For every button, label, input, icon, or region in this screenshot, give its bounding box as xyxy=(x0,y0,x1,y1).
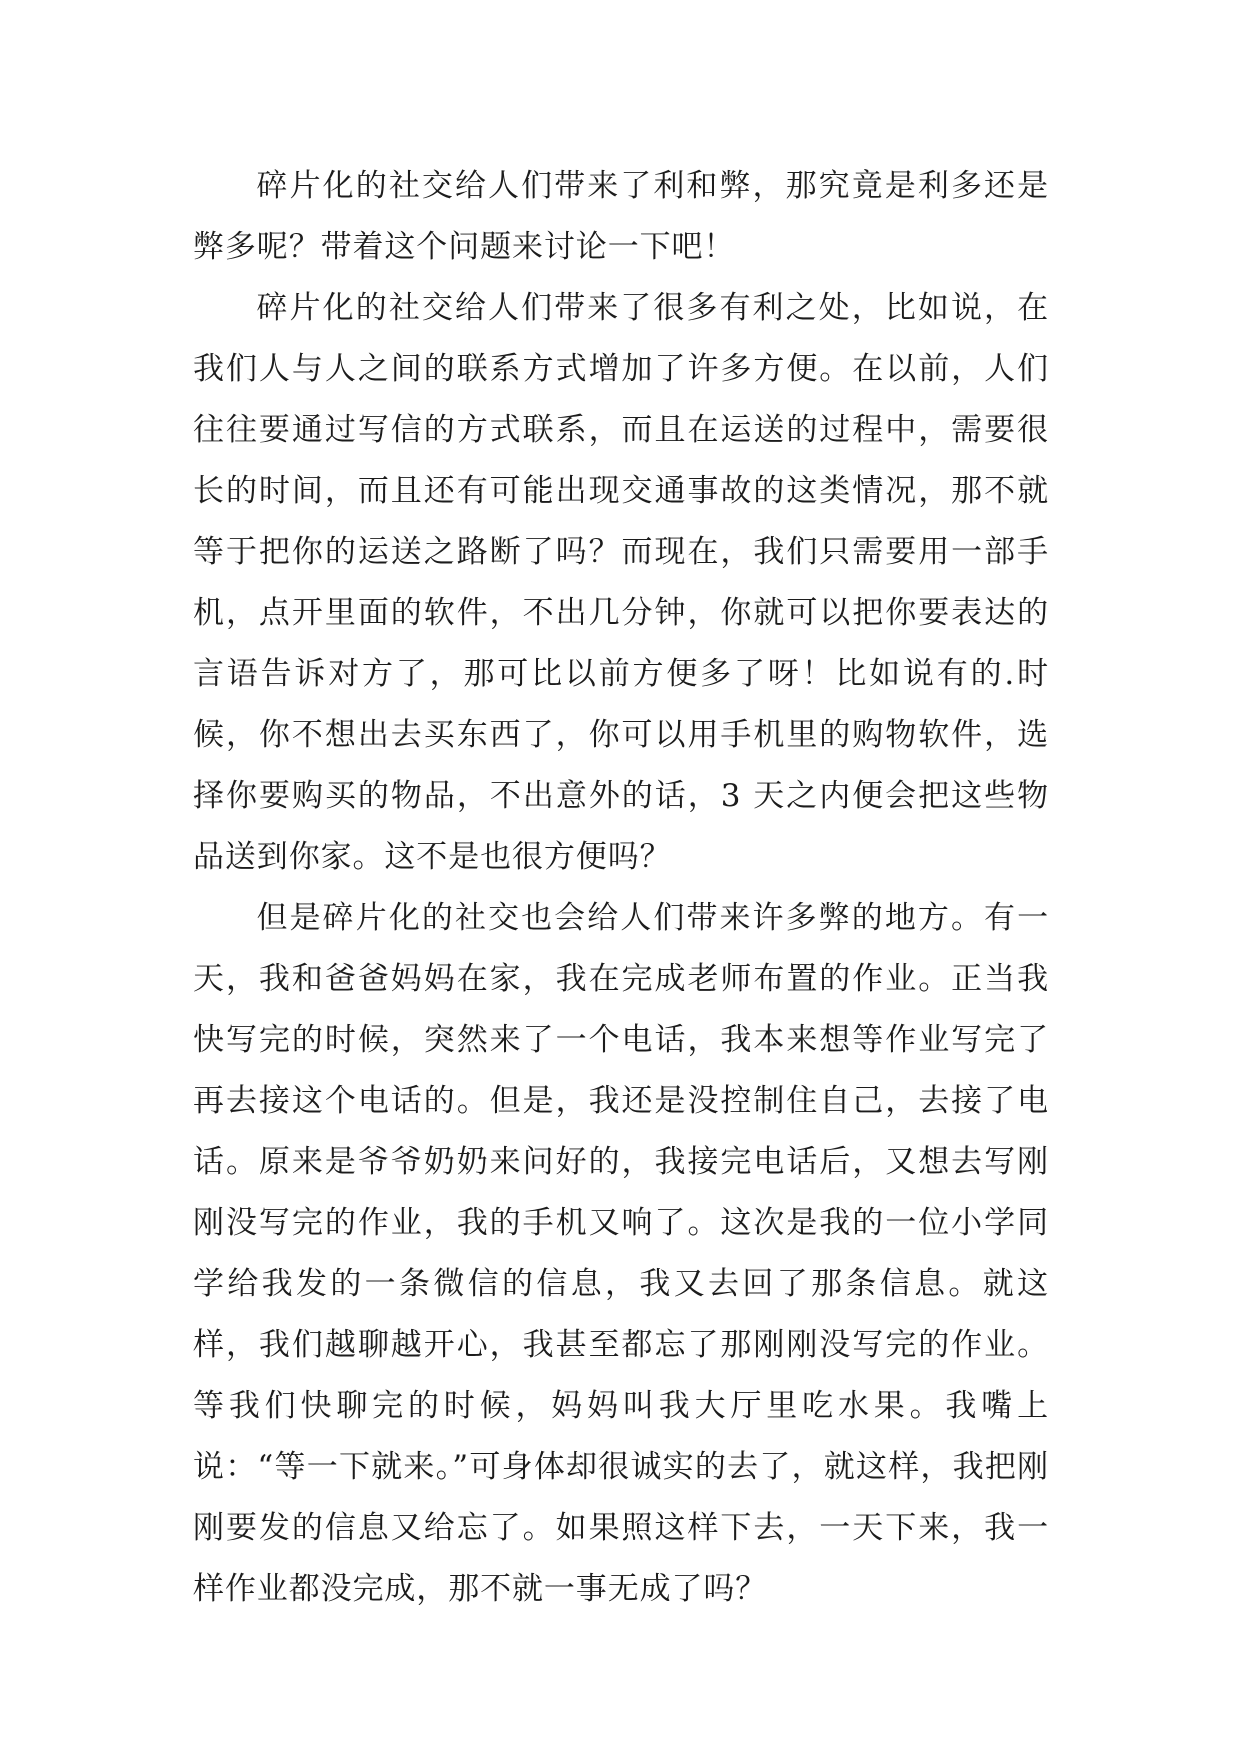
paragraph-advantages: 碎片化的社交给人们带来了很多有利之处，比如说，在我们人与人之间的联系方式增加了许多方便。在以前，人们往往要通过写信的方式联系，而且在运送的过程中，需要很长的时间，而且还有可能出现交通事故的这类情况，那不就等于把你的运送之路断了吗？而现在，我们只需要用一部手机，点开里面的软件，不出几分钟，你就可以把你要表达的言语告诉对方了，那可比以前方便多了呀！比如说有的.时候，你不想出去买东西了，你可以用手机里的购物软件，选择你要购买的物品，不出意外的话，3 天之内便会把这些物品送到你家。这不是也很方便吗？ xyxy=(193,290,1049,875)
essay-body xyxy=(193,156,1049,1620)
paragraph-intro: 碎片化的社交给人们带来了利和弊，那究竟是利多还是弊多呢？带着这个问题来讨论一下吧！ xyxy=(193,168,1049,265)
paragraph-disadvantages: 但是碎片化的社交也会给人们带来许多弊的地方。有一天，我和爸爸妈妈在家，我在完成老师布置的作业。正当我快写完的时候，突然来了一个电话，我本来想等作业写完了再去接这个电话的。但是，我还是没控制住自己，去接了电话。原来是爷爷奶奶来问好的，我接完电话后，又想去写刚刚没写完的作业，我的手机又响了。这次是我的一位小学同学给我发的一条微信的信息，我又去回了那条信息。就这样，我们越聊越开心，我甚至都忘了那刚刚没写完的作业。等我们快聊完的时候，妈妈叫我大厅里吃水果。我嘴上说：“等一下就来。”可身体却很诚实的去了，就这样，我把刚刚要发的信息又给忘了。如果照这样下去，一天下来，我一样作业都没完成，那不就一事无成了吗？ xyxy=(193,900,1049,1607)
